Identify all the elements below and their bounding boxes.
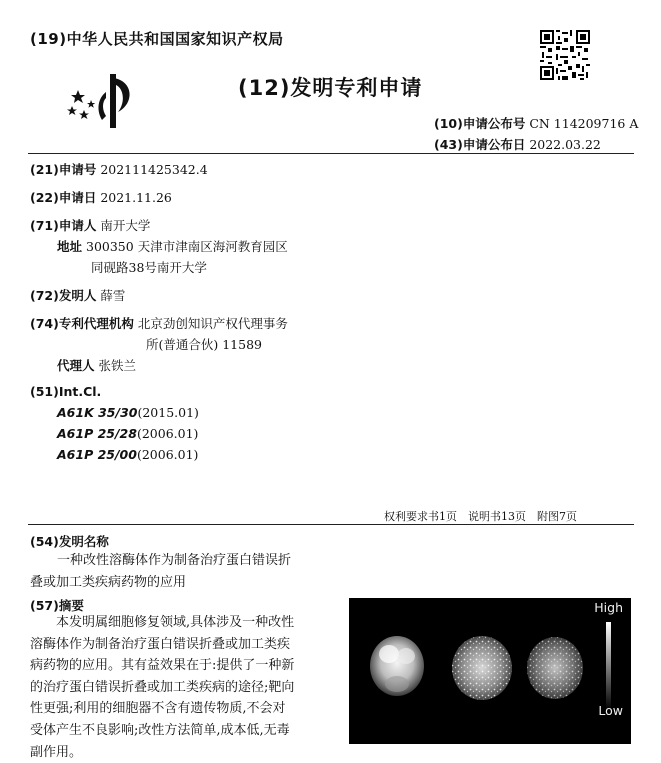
- agent-row: [57, 356, 136, 374]
- invention-title-line-2: 叠或加工类疾病药物的应用: [30, 575, 187, 590]
- ipc-date: (2006.01): [136, 426, 199, 441]
- intensity-scale-bar: [606, 622, 611, 710]
- abstract-line: 性更强;利用的细胞器不含有遗传物质,不会对: [30, 701, 286, 717]
- qr-code-icon: [540, 30, 590, 80]
- abstract-line: 本发明属细胞修复领域,具体涉及一种改性: [56, 615, 295, 630]
- header-divider: [28, 153, 634, 154]
- address-line-1: 300350 天津市津南区海河教育园区: [86, 239, 288, 254]
- application-date-row: [30, 188, 172, 206]
- brain-image-2: [452, 636, 512, 700]
- applicant: 南开大学: [100, 218, 151, 233]
- abstract-line: 受体产生不良影响;改性方法简单,成本低,无毒: [30, 722, 290, 738]
- agency-line-2: 所(普通合伙) 11589: [146, 337, 262, 352]
- application-number-label: (21)申请号: [30, 162, 97, 177]
- ipc-date: (2015.01): [137, 405, 199, 420]
- abstract-body: [30, 612, 330, 763]
- ipc-code: A61K 35/30: [57, 405, 138, 420]
- publication-date: 2022.03.22: [529, 137, 601, 152]
- scale-low-label: Low: [598, 703, 623, 718]
- page-counts: 权利要求书1页 说明书13页 附图7页: [384, 510, 577, 523]
- address-line-2: 同砚路38号南开大学: [91, 260, 207, 275]
- agency-row: [30, 314, 288, 332]
- brain-image-3: [527, 637, 583, 699]
- agent-label: 代理人: [57, 358, 95, 373]
- ipc-label: (51)Int.Cl.: [30, 384, 102, 399]
- brain-fluorescence-image: [349, 598, 631, 744]
- ipc-entry: [57, 426, 198, 441]
- document-type: (12)发明专利申请: [238, 76, 423, 100]
- inventor-row: [30, 286, 125, 304]
- publication-date-line: [434, 135, 601, 153]
- address-row: [57, 237, 288, 255]
- address-label: 地址: [57, 239, 83, 254]
- ipc-entry: [57, 405, 199, 420]
- ipc-code: A61P 25/28: [57, 426, 137, 441]
- application-date-label: (22)申请日: [30, 190, 97, 205]
- ipc-code: A61P 25/00: [57, 447, 137, 462]
- applicant-row: [30, 216, 150, 234]
- applicant-label: (71)申请人: [30, 218, 97, 233]
- scale-high-label: High: [594, 600, 623, 615]
- publication-number-label: (10)申请公布号: [434, 116, 526, 131]
- abstract-line: 的治疗蛋白错误折叠或加工类疾病的途径;靶向: [30, 679, 295, 695]
- cnipa-logo-icon: [66, 72, 140, 130]
- inventor: 薛雪: [100, 288, 126, 303]
- application-date: 2021.11.26: [100, 190, 172, 205]
- agent: 张铁兰: [98, 358, 137, 373]
- application-number: 202111425342.4: [100, 162, 208, 177]
- application-number-row: [30, 160, 208, 178]
- agency-label: (74)专利代理机构: [30, 316, 134, 331]
- ipc-date: (2006.01): [136, 447, 199, 462]
- patent-office-name: (19)中华人民共和国国家知识产权局: [30, 30, 284, 48]
- section-divider: [28, 524, 634, 525]
- abstract-figure: [349, 598, 631, 744]
- invention-title-line-1: 一种改性溶酶体作为制备治疗蛋白错误折: [57, 553, 292, 568]
- inventor-label: (72)发明人: [30, 288, 97, 303]
- agency-line-1: 北京劲创知识产权代理事务: [137, 316, 288, 331]
- abstract-line: 溶酶体作为制备治疗蛋白错误折叠或加工类疾: [30, 636, 291, 652]
- abstract-label: (57)摘要: [30, 598, 84, 613]
- publication-number-line: [434, 114, 638, 132]
- ipc-entry: [57, 447, 198, 462]
- brain-image-1: [370, 636, 424, 696]
- abstract-line: 副作用。: [30, 744, 83, 760]
- publication-number: CN 114209716 A: [529, 116, 639, 131]
- publication-date-label: (43)申请公布日: [434, 137, 526, 152]
- abstract-line: 病药物的应用。其有益效果在于:提供了一种新: [30, 658, 295, 674]
- invention-title-label: (54)发明名称: [30, 534, 109, 549]
